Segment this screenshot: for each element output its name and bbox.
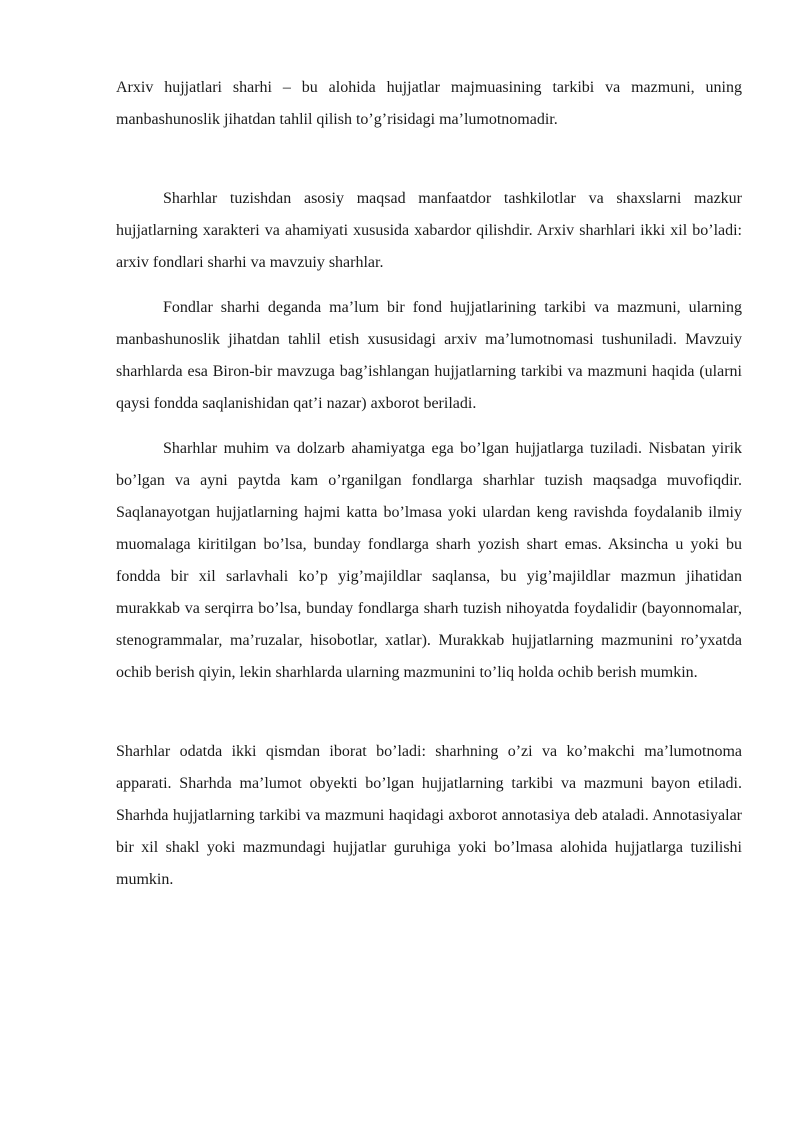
paragraph-structure: Sharhlar odatda ikki qismdan iborat bo’ladi: sharhning o’zi va ko’makchi ma’lumotnoma apparati. Sharhda ma’lumot obyekti bo’lgan hujjatlarning tarkibi va mazmuni bayon etiladi. Sharhda hujjatlarning tarkibi va mazmuni haqidagi axborot annotasiya deb ataladi. Annotasiyalar bir xil shakl yoki mazmundagi hujjatlar guruhiga yoki bo’lmasa alohida hujjatlarga tuzilishi mumkin. [116, 743, 742, 888]
paragraph-purpose: Sharhlar tuzishdan asosiy maqsad manfaatdor tashkilotlar va shaxslarni mazkur hujjatlarning xarakteri va ahamiyati xususida xabardor qilishdir. Arxiv sharhlari ikki xil bo’ladi: arxiv fondlari sharhi va mavzuiy sharhlar. [116, 190, 742, 271]
paragraph-definition: Arxiv hujjatlari sharhi – bu alohida hujjatlar majmuasining tarkibi va mazmuni, uning manbashunoslik jihatdan tahlil qilish to’g’risidagi ma’lumotnomadir. [116, 79, 742, 128]
paragraph-importance: Sharhlar muhim va dolzarb ahamiyatga ega bo’lgan hujjatlarga tuziladi. Nisbatan yirik bo’lgan va ayni paytda kam o’rganilgan fondlarga sharhlar tuzish maqsadga muvofiqdir. Saqlanayotgan hujjatlarning hajmi katta bo’lmasa yoki ulardan keng ravishda foydalanib ilmiy muomalaga kiritilgan bo’lsa, bunday fondlarga sharh yozish shart emas. Aksincha u yoki bu fondda bir xil sarlavhali ko’p yig’majildlar saqlansa, bu yig’majildlar mazmun jihatidan murakkab va serqirra bo’lsa, bunday fondlarga sharh tuzish nihoyatda foydalidir (bayonnomalar, stenogrammalar, ma’ruzalar, hisobotlar, xatlar). Murakkab hujjatlarning mazmunini ro’yxatda ochib berish qiyin, lekin sharhlarda ularning mazmunini to’liq holda ochib berish mumkin. [116, 440, 742, 681]
paragraph-fond-review: Fondlar sharhi deganda ma’lum bir fond hujjatlarining tarkibi va mazmuni, ularning manbashunoslik jihatdan tahlil etish xususidagi arxiv ma’lumotnomasi tushuniladi. Mavzuiy sharhlarda esa Biron-bir mavzuga bag’ishlangan hujjatlarning tarkibi va mazmuni haqida (ularni qaysi fondda saqlanishidan qat’i nazar) axborot beriladi. [116, 299, 742, 412]
document-page [116, 72, 742, 896]
